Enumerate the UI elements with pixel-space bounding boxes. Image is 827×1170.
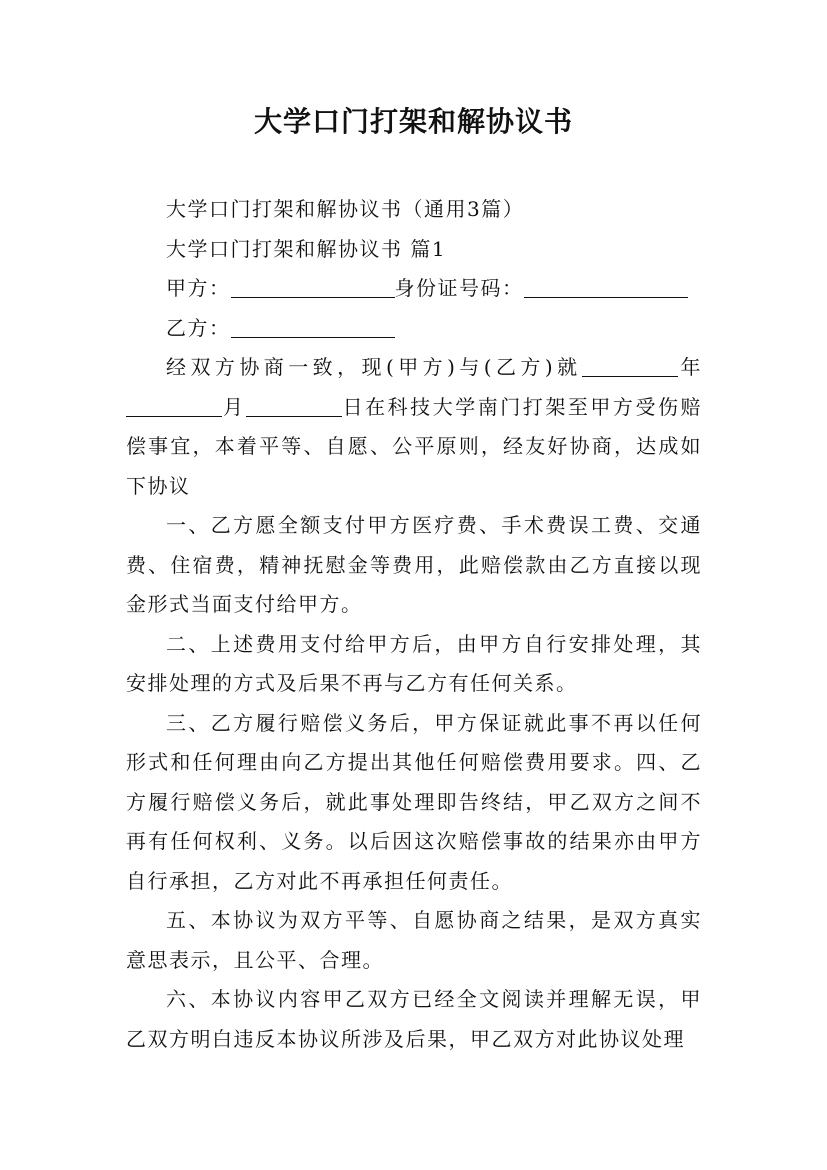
party-a-label: 甲方： (166, 276, 231, 300)
intro-text-1: 经双方协商一致，现(甲方)与(乙方)就 (166, 355, 582, 379)
party-b-name-blank (231, 317, 395, 338)
clause-6: 六、本协议内容甲乙双方已经全文阅读并理解无误，甲乙双方明白违反本协议所涉及后果，甲乙双方对此协议处理 (126, 987, 702, 1051)
year-label: 年 (677, 355, 703, 379)
document-subtitle: 大学口门打架和解协议书（通用3篇） (166, 197, 525, 221)
month-label: 月 (222, 394, 246, 419)
party-b-label: 乙方： (166, 315, 231, 340)
intro-text-2: 日在科技大学南门打架至甲方受伤赔偿事宜，本着平等、自愿、公平原则，经友好协商，达成如下协议 (126, 394, 703, 498)
year-blank (582, 356, 678, 377)
id-number-blank (524, 277, 688, 298)
party-a-line (126, 269, 702, 309)
clause-5: 五、本协议为双方平等、自愿协商之结果，是双方真实意思表示，且公平、合理。 (126, 908, 702, 972)
id-number-label: 身份证号码： (394, 276, 524, 300)
day-blank (246, 396, 342, 417)
document-title: 大学口门打架和解协议书 (253, 105, 573, 138)
party-a-name-blank (231, 277, 395, 298)
intro-paragraph (126, 348, 702, 506)
document-body (126, 190, 702, 1059)
clause-1: 一、乙方愿全额支付甲方医疗费、手术费误工费、交通费、住宿费，精神抚慰金等费用，此赔偿款由乙方直接以现金形式当面支付给甲方。 (126, 513, 702, 616)
month-blank (126, 396, 222, 417)
clause-3-4: 三、乙方履行赔偿义务后，甲方保证就此事不再以任何形式和任何理由向乙方提出其他任何赔偿费用要求。四、乙方履行赔偿义务后，就此事处理即告终结，甲乙双方之间不再有任何权利、义务。以后因这次赔偿事故的结果亦由甲方自行承担，乙方对此不再承担任何责任。 (126, 710, 702, 893)
party-b-line (126, 309, 702, 349)
clause-2: 二、上述费用支付给甲方后，由甲方自行安排处理，其安排处理的方式及后果不再与乙方有任何关系。 (126, 631, 702, 695)
section-heading: 大学口门打架和解协议书 篇1 (166, 236, 447, 261)
